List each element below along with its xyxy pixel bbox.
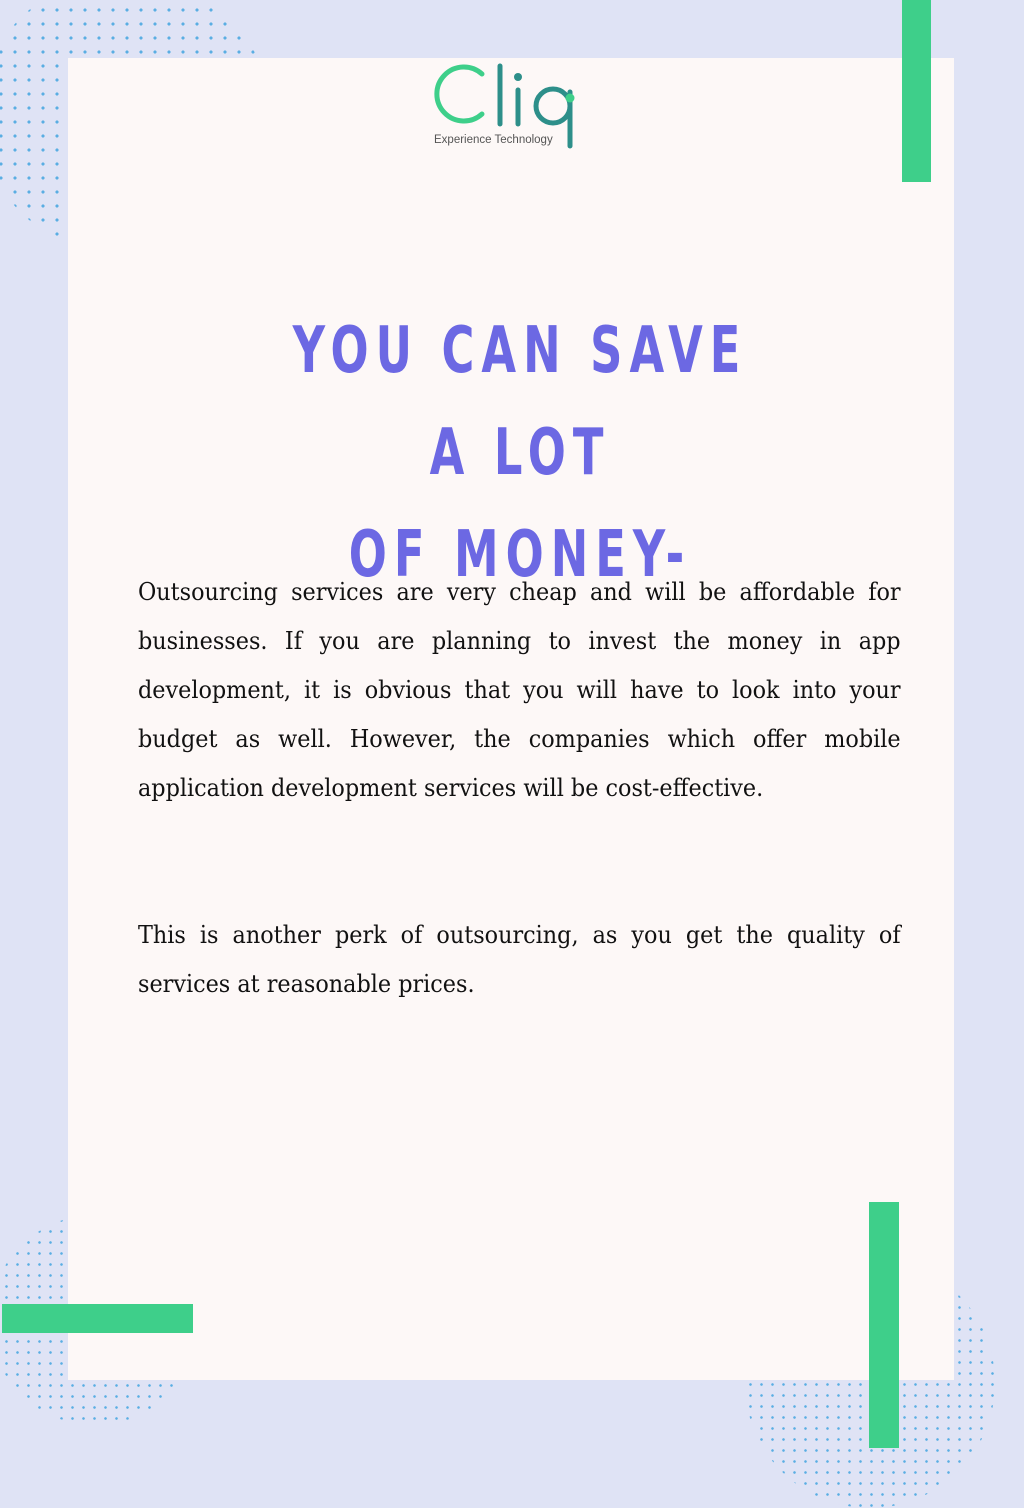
page-heading bbox=[261, 300, 779, 606]
accent-bar-bottom-right bbox=[869, 1202, 899, 1448]
accent-bar-top-right bbox=[902, 0, 931, 182]
heading-line-1: YOU CAN SAVE A LOT bbox=[292, 314, 748, 490]
logo-tagline: Experience Technology bbox=[434, 134, 553, 146]
body-paragraph-2: This is another perk of outsourcing, as you get the quality of services at reasonable prices. bbox=[138, 921, 901, 998]
cliq-logo bbox=[430, 62, 590, 157]
heading-line-2: OF MONEY- bbox=[348, 518, 692, 592]
body-paragraph-1: Outsourcing services are very cheap and will be affordable for businesses. If you are planning to invest the money in app development, it is obvious that you will have to look into your budget as well. However, the companies which offer mobile application development services will be cost-effective. bbox=[138, 578, 901, 802]
accent-bar-bottom-left bbox=[2, 1304, 193, 1333]
